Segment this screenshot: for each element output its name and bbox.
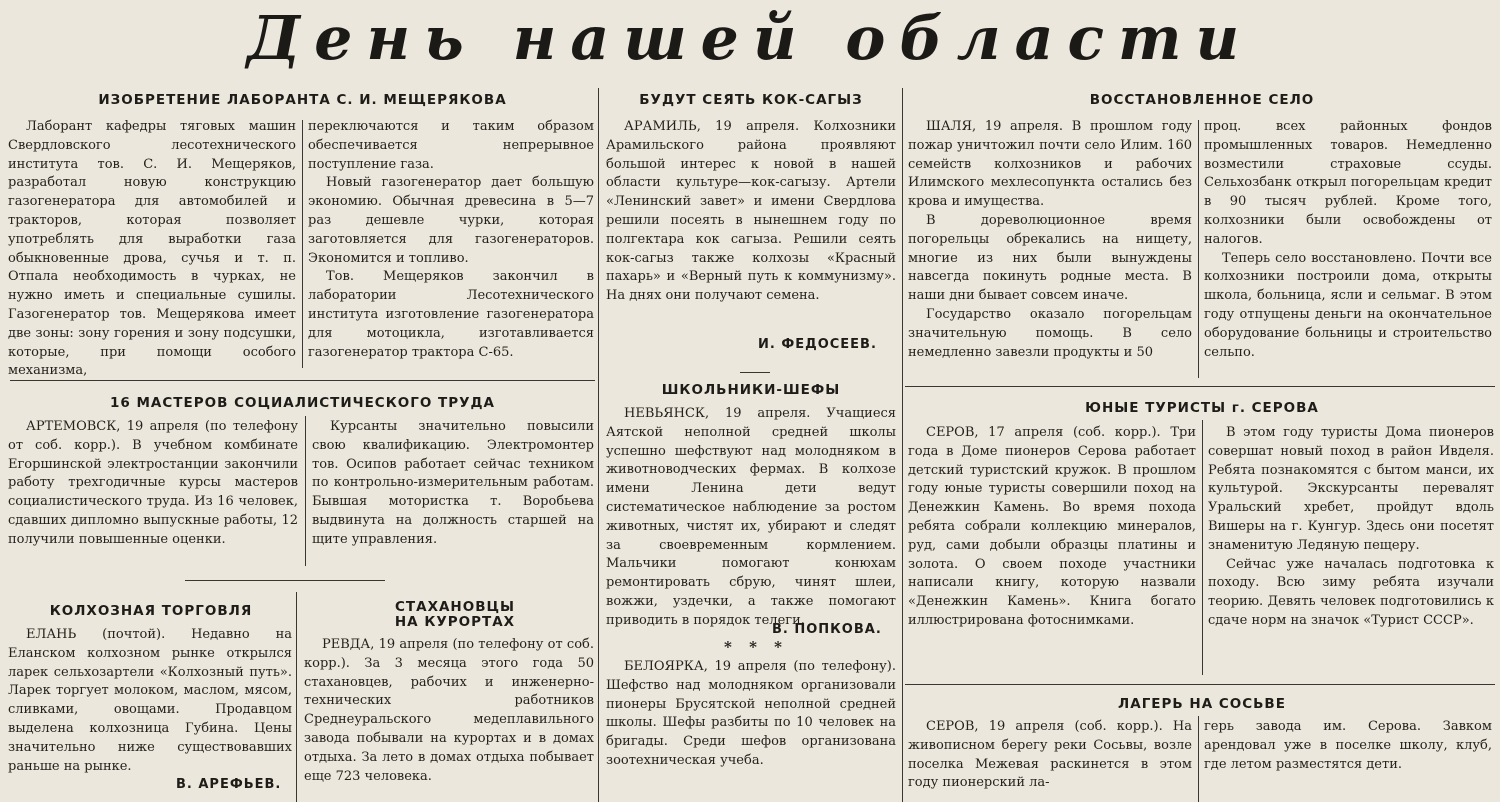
article-5-text: АРАМИЛЬ, 19 апреля. Колхозники Арамильского района проявляют большой интерес к новой в нашей области культуре—кок-сагызу. Артели «Ленинский завет» и имени Свердлова решили посеять в нынешнем году по полгектара кок сагыза. Решили сеять кок-сагыз также колхозы «Красный пахарь» и «Верный путь к коммунизму». На днях они получают семена. [606, 119, 896, 304]
inner-rule-a1 [302, 120, 303, 368]
article-2-column-1 [8, 418, 298, 578]
article-8-column-1 [908, 424, 1196, 680]
article-6-separator: * * * [724, 638, 788, 656]
article-4-headline: СТАХАНОВЦЫ НА КУРОРТАХ [394, 599, 516, 630]
article-8-text-2: В этом году туристы Дома пионеров совершат новый поход в район Ивделя. Ребята познакомятся с бытом манси, их культурой. Экскурсанты перевалят Уральский хребет, пройдут вдоль Вишеры на г. Кунгур. Здесь они посетят знаменитую Ледяную пещеру. [1208, 425, 1494, 553]
article-2-headline: 16 МАСТЕРОВ СОЦИАЛИСТИЧЕСКОГО ТРУДА [110, 395, 495, 411]
article-9-text-2: герь завода им. Серова. Завком арендовал уже в поселке школу, клуб, где летом разместятся дети. [1204, 719, 1492, 772]
article-7-text-2b: Теперь село восстановлено. Почти все колхозники построили дома, открыты школа, больница, ясли и сельмаг. В этом году отпущены деньги на окончательное оборудование больницы и строительство сельпо. [1204, 250, 1492, 360]
article-6-signature: В. ПОПКОВА. [772, 622, 882, 637]
article-6-body-2 [606, 658, 896, 800]
article-2-text-1: АРТЕМОВСК, 19 апреля (по телефону от соб. корр.). В учебном комбинате Егоршинской электростанции закончили работу трехгодичные курсы мастеров социалистического труда. Из 16 человек, сдавших дипломно выпускные работы, 12 получили повышенные оценки. [8, 419, 298, 547]
column-rule-2 [902, 88, 903, 802]
article-8-text-1: СЕРОВ, 17 апреля (соб. корр.). Три года в Доме пионеров Серова работает детский туристский кружок. В прошлом году юные туристы совершили поход на Денежкин Камень. Во время похода ребята собрали коллекцию минералов, руд, сами добыли образцы платины и золота. О своем походе участники написали книгу, которую назвали «Денежкин Камень». Книга богато иллюстрирована фотоснимками. [908, 425, 1196, 628]
article-8-headline: ЮНЫЕ ТУРИСТЫ г. СЕРОВА [1085, 400, 1319, 416]
article-9-headline: ЛАГЕРЬ НА СОСЬВЕ [1118, 696, 1286, 712]
article-3-headline: КОЛХОЗНАЯ ТОРГОВЛЯ [49, 603, 253, 619]
article-5-body [606, 118, 896, 338]
article-8-text-2b: Сейчас уже началась подготовка к походу. Всю зиму ребята изучали теорию. Девять человек подготовились к сдаче норм на значок «Турист СССР». [1208, 556, 1494, 628]
article-7-column-2 [1204, 118, 1492, 380]
article-3-body [8, 626, 292, 774]
article-4-body [304, 636, 594, 802]
article-7-column-1 [908, 118, 1192, 380]
article-9-column-1 [908, 718, 1192, 802]
article-6-body [606, 405, 896, 637]
article-1-headline: ИЗОБРЕТЕНИЕ ЛАБОРАНТА С. И. МЕЩЕРЯКОВА [98, 92, 507, 108]
article-1-text-2a: переключаются и таким образом обеспечивается непрерывное поступление газа. [308, 119, 594, 172]
inner-rule-a3a4 [296, 592, 297, 802]
article-6-text-2: БЕЛОЯРКА, 19 апреля (по телефону). Шефство над молодняком организовали пионеры Брусятской неполной средней школы. Шефы разбиты по 10 человек на бригады. Среди шефов организована зоотехническая учеба. [606, 659, 896, 768]
article-7-headline: ВОССТАНОВЛЕННОЕ СЕЛО [1089, 92, 1315, 108]
inner-rule-a7 [1198, 120, 1199, 378]
article-7-text-1b: В дореволюционное время погорельцы обрекались на нищету, многие из них были вынуждены навсегда покинуть родные места. В наши дни бывает совсем иначе. [908, 212, 1192, 304]
section-rule-a5a6 [740, 372, 770, 373]
article-9-text-1: СЕРОВ, 19 апреля (соб. корр.). На живописном берегу реки Сосьвы, возле поселка Межевая раскинется в этом году пионерский ла- [908, 719, 1192, 791]
section-rule-a2a3 [185, 580, 385, 581]
article-5-headline: БУДУТ СЕЯТЬ КОК-САГЫЗ [639, 92, 863, 108]
article-5-signature: И. ФЕДОСЕЕВ. [758, 337, 877, 352]
page-masthead: День нашей области [246, 4, 1254, 74]
article-2-column-2 [312, 418, 594, 578]
article-8-column-2 [1208, 424, 1494, 680]
article-1-text-1: Лаборант кафедры тяговых машин Свердловского лесотехнического института тов. С. И. Мещеряков, разработал новую конструкцию газогенератора для автомобилей и тракторов, которая позволяет употреблять для выработки газа обыкновенные дрова, сучья и т. п. Отпала необходимость в чурках, не нужно иметь и специальные сушилы. Газогенератор тов. Мещерякова имеет две зоны: зону горения и зону подсушки, которые, при помощи особого механизма, [8, 119, 296, 379]
section-rule-a7a8 [905, 386, 1495, 387]
inner-rule-a8 [1202, 420, 1203, 675]
article-3-signature: В. АРЕФЬЕВ. [176, 777, 282, 792]
article-7-text-1: ШАЛЯ, 19 апреля. В прошлом году пожар уничтожил почти село Илим. 160 семейств колхозников и рабочих Илимского мехлесопункта остались без крова и имущества. [908, 119, 1192, 210]
article-4-text: РЕВДА, 19 апреля (по телефону от соб. корр.). За 3 месяца этого года 50 стахановцев, рабочих и инженерно-технических работников Среднеуральского медеплавильного завода побывали на курортах и в домах отдыха. За лето в домах отдыха побывает еще 723 человека. [304, 637, 594, 784]
article-9-column-2 [1204, 718, 1492, 802]
inner-rule-a2 [305, 416, 306, 566]
article-1-text-2b: Новый газогенератор дает большую экономию. Обычная древесина в 5—7 раз дешевле чурки, которая заготовляется для газогенераторов. Экономится и топливо. [308, 175, 594, 266]
section-rule-a8a9 [905, 684, 1495, 685]
article-7-text-2: проц. всех районных фондов промышленных товаров. Немедленно возместили страховые ссуды. Сельхозбанк открыл погорельцам кредит в 90 тысяч рублей. Кроме того, колхозники были освобождены от налогов. [1204, 119, 1492, 247]
article-6-headline: ШКОЛЬНИКИ-ШЕФЫ [661, 382, 841, 398]
article-1-column-1 [8, 118, 296, 379]
column-rule-1 [598, 88, 599, 802]
article-6-text: НЕВЬЯНСК, 19 апреля. Учащиеся Аятской неполной средней школы успешно шефствуют над молодняком в животноводческих фермах. В колхозе имени Ленина дети ведут систематическое наблюдение за ростом животных, чистят их, убирают и следят за своевременным кормлением. Мальчики помогают конюхам ремонтировать сбрую, чинят шлеи, вожжи, уздечки, а также помогают приводить в порядок телеги. [606, 406, 896, 628]
article-7-text-1c: Государство оказало погорельцам значительную помощь. В село немедленно завезли продукты и 50 [908, 306, 1192, 360]
article-2-text-2: Курсанты значительно повысили свою квалификацию. Электромонтер тов. Осипов работает сейчас техником по контрольно-измерительным работам. Бывшая мотористка т. Воробьева выдвинута на должность старшей на щите управления. [312, 419, 594, 547]
inner-rule-a9 [1198, 716, 1199, 802]
article-3-text: ЕЛАНЬ (почтой). Недавно на Еланском колхозном рынке открылся ларек сельхозартели «Колхозный путь». Ларек торгует молоком, маслом, мясом, сливками, овощами. Продавцом выделена колхозница Губина. Цены значительно ниже существовавших раньше на рынке. [8, 627, 292, 774]
article-1-column-2 [308, 118, 594, 370]
article-1-text-2c: Тов. Мещеряков закончил в лаборатории Лесотехнического института изготовление газогенератора для мотоцикла, изготавливается газогенератор трактора С-65. [308, 269, 594, 360]
